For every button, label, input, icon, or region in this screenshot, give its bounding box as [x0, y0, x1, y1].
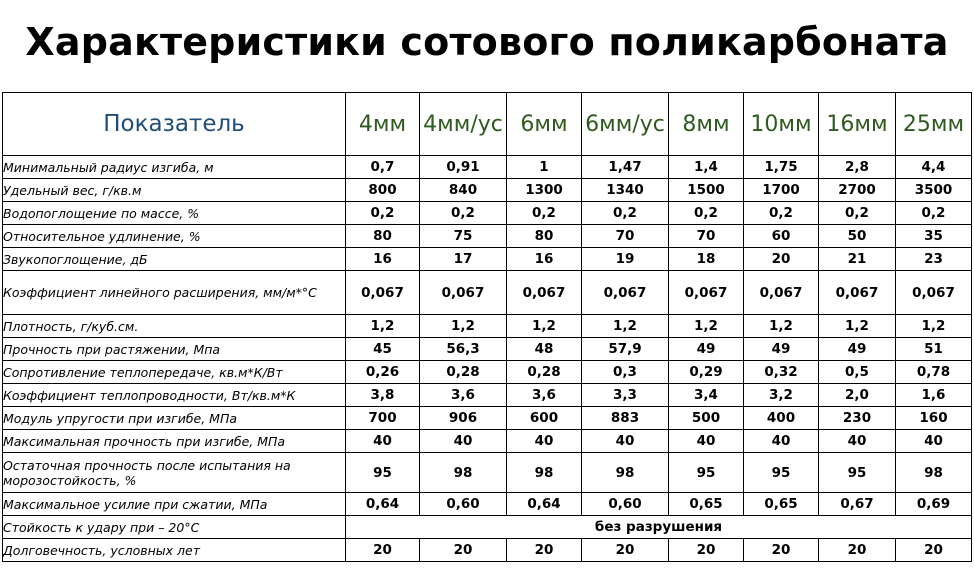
table-cell: 98 — [896, 453, 972, 493]
table-cell: 0,60 — [582, 493, 669, 516]
table-cell: 1,2 — [819, 315, 896, 338]
row-label: Стойкость к удару при – 20°С — [3, 516, 346, 539]
row-label: Прочность при растяжении, Мпа — [3, 338, 346, 361]
table-cell: 40 — [420, 430, 507, 453]
table-cell: 0,5 — [819, 361, 896, 384]
row-label: Относительное удлинение, % — [3, 225, 346, 248]
table-cell: 0,67 — [819, 493, 896, 516]
row-label: Максимальная прочность при изгибе, МПа — [3, 430, 346, 453]
table-cell: 500 — [669, 407, 744, 430]
table-cell: 3500 — [896, 179, 972, 202]
table-row — [3, 315, 972, 338]
table-cell: 0,067 — [744, 271, 819, 315]
table-cell: 16 — [507, 248, 582, 271]
column-header: 6мм/ус — [582, 93, 669, 156]
table-cell: 1 — [507, 156, 582, 179]
table-cell: 0,067 — [819, 271, 896, 315]
row-label: Модуль упругости при изгибе, МПа — [3, 407, 346, 430]
table-row — [3, 384, 972, 407]
specs-table — [2, 92, 972, 562]
table-cell: 98 — [507, 453, 582, 493]
table-cell: 0,78 — [896, 361, 972, 384]
column-header: 16мм — [819, 93, 896, 156]
table-row — [3, 493, 972, 516]
table-cell: 50 — [819, 225, 896, 248]
table-cell: 40 — [819, 430, 896, 453]
table-cell: 21 — [819, 248, 896, 271]
table-cell: 0,2 — [669, 202, 744, 225]
table-cell: 0,2 — [819, 202, 896, 225]
table-cell: 0,28 — [507, 361, 582, 384]
table-cell: 0,067 — [582, 271, 669, 315]
table-row — [3, 271, 972, 315]
table-cell: 1,6 — [896, 384, 972, 407]
table-cell: 95 — [744, 453, 819, 493]
table-cell: 3,2 — [744, 384, 819, 407]
table-cell: 230 — [819, 407, 896, 430]
row-label: Долговечность, условных лет — [3, 539, 346, 562]
table-cell: 0,067 — [420, 271, 507, 315]
table-row — [3, 156, 972, 179]
table-cell: 57,9 — [582, 338, 669, 361]
table-cell: 49 — [819, 338, 896, 361]
table-cell: 1,2 — [744, 315, 819, 338]
table-cell: 23 — [896, 248, 972, 271]
table-cell: 0,2 — [582, 202, 669, 225]
table-cell: 60 — [744, 225, 819, 248]
table-cell: 840 — [420, 179, 507, 202]
table-cell: 0,64 — [346, 493, 420, 516]
table-cell: 20 — [819, 539, 896, 562]
table-cell: 0,29 — [669, 361, 744, 384]
table-cell: 40 — [582, 430, 669, 453]
table-cell: 1,2 — [582, 315, 669, 338]
table-cell: 45 — [346, 338, 420, 361]
table-cell: 95 — [346, 453, 420, 493]
table-cell: 20 — [507, 539, 582, 562]
row-label: Максимальное усилие при сжатии, МПа — [3, 493, 346, 516]
table-cell: 49 — [669, 338, 744, 361]
table-cell: 906 — [420, 407, 507, 430]
table-cell: 1,4 — [669, 156, 744, 179]
table-cell: 20 — [744, 539, 819, 562]
column-header: 6мм — [507, 93, 582, 156]
table-cell: 0,067 — [669, 271, 744, 315]
table-cell: 400 — [744, 407, 819, 430]
table-cell: 0,2 — [420, 202, 507, 225]
header-row — [3, 93, 972, 156]
table-cell: 800 — [346, 179, 420, 202]
table-cell: 0,067 — [507, 271, 582, 315]
table-cell: 17 — [420, 248, 507, 271]
column-header: 25мм — [896, 93, 972, 156]
row-label: Плотность, г/куб.см. — [3, 315, 346, 338]
table-row — [3, 202, 972, 225]
table-cell: 98 — [582, 453, 669, 493]
table-cell: 20 — [896, 539, 972, 562]
table-cell: 51 — [896, 338, 972, 361]
table-cell: 3,6 — [420, 384, 507, 407]
table-cell: 0,69 — [896, 493, 972, 516]
table-cell: 70 — [669, 225, 744, 248]
table-cell: 1,2 — [507, 315, 582, 338]
table-cell: 98 — [420, 453, 507, 493]
row-label: Удельный вес, г/кв.м — [3, 179, 346, 202]
table-cell: 35 — [896, 225, 972, 248]
table-cell: 2,0 — [819, 384, 896, 407]
table-cell: 3,4 — [669, 384, 744, 407]
table-cell: 16 — [346, 248, 420, 271]
column-header: 8мм — [669, 93, 744, 156]
table-cell: 20 — [420, 539, 507, 562]
table-cell: 0,32 — [744, 361, 819, 384]
table-row — [3, 453, 972, 493]
table-row — [3, 430, 972, 453]
row-label: Сопротивление теплопередаче, кв.м*К/Вт — [3, 361, 346, 384]
table-cell: 1500 — [669, 179, 744, 202]
table-cell: 1,47 — [582, 156, 669, 179]
table-cell: 0,2 — [744, 202, 819, 225]
row-label: Звукопоглощение, дБ — [3, 248, 346, 271]
table-cell: 2700 — [819, 179, 896, 202]
row-label: Коэффициент линейного расширения, мм/м*°С — [3, 271, 346, 315]
param-header: Показатель — [3, 93, 346, 156]
merged-cell: без разрушения — [346, 516, 972, 539]
table-cell: 75 — [420, 225, 507, 248]
table-cell: 40 — [744, 430, 819, 453]
table-cell: 2,8 — [819, 156, 896, 179]
table-cell: 4,4 — [896, 156, 972, 179]
table-cell: 1,2 — [896, 315, 972, 338]
table-cell: 0,60 — [420, 493, 507, 516]
table-cell: 20 — [744, 248, 819, 271]
table-cell: 0,65 — [669, 493, 744, 516]
table-cell: 40 — [896, 430, 972, 453]
table-cell: 70 — [582, 225, 669, 248]
table-cell: 0,3 — [582, 361, 669, 384]
table-cell: 49 — [744, 338, 819, 361]
table-cell: 0,067 — [896, 271, 972, 315]
table-row — [3, 179, 972, 202]
table-cell: 600 — [507, 407, 582, 430]
table-cell: 0,65 — [744, 493, 819, 516]
table-cell: 0,2 — [346, 202, 420, 225]
table-cell: 0,26 — [346, 361, 420, 384]
row-label: Водопоглощение по массе, % — [3, 202, 346, 225]
row-label: Остаточная прочность после испытания на морозостойкость, % — [3, 453, 346, 493]
table-cell: 1,2 — [346, 315, 420, 338]
table-cell: 160 — [896, 407, 972, 430]
table-cell: 0,64 — [507, 493, 582, 516]
table-cell: 0,2 — [507, 202, 582, 225]
table-cell: 56,3 — [420, 338, 507, 361]
table-cell: 48 — [507, 338, 582, 361]
table-cell: 18 — [669, 248, 744, 271]
table-cell: 3,8 — [346, 384, 420, 407]
table-cell: 700 — [346, 407, 420, 430]
row-label: Коэффициент теплопроводности, Вт/кв.м*К — [3, 384, 346, 407]
table-cell: 1,75 — [744, 156, 819, 179]
table-cell: 40 — [507, 430, 582, 453]
table-cell: 0,7 — [346, 156, 420, 179]
row-label: Минимальный радиус изгиба, м — [3, 156, 346, 179]
table-row — [3, 407, 972, 430]
table-cell: 1340 — [582, 179, 669, 202]
table-row — [3, 361, 972, 384]
page-title: Характеристики сотового поликарбоната — [25, 20, 949, 64]
table-cell: 0,2 — [896, 202, 972, 225]
table-cell: 19 — [582, 248, 669, 271]
table-row — [3, 338, 972, 361]
table-row — [3, 225, 972, 248]
table-row — [3, 248, 972, 271]
table-cell: 3,3 — [582, 384, 669, 407]
table-cell: 0,91 — [420, 156, 507, 179]
table-cell: 1,2 — [420, 315, 507, 338]
table-cell: 20 — [582, 539, 669, 562]
table-cell: 40 — [346, 430, 420, 453]
table-cell: 20 — [346, 539, 420, 562]
table-cell: 95 — [819, 453, 896, 493]
table-cell: 95 — [669, 453, 744, 493]
table-cell: 0,067 — [346, 271, 420, 315]
table-row — [3, 539, 972, 562]
table-cell: 1,2 — [669, 315, 744, 338]
table-row — [3, 516, 972, 539]
column-header: 10мм — [744, 93, 819, 156]
table-cell: 20 — [669, 539, 744, 562]
table-cell: 80 — [346, 225, 420, 248]
table-cell: 80 — [507, 225, 582, 248]
column-header: 4мм — [346, 93, 420, 156]
table-cell: 40 — [669, 430, 744, 453]
column-header: 4мм/ус — [420, 93, 507, 156]
table-cell: 883 — [582, 407, 669, 430]
table-cell: 1700 — [744, 179, 819, 202]
table-cell: 3,6 — [507, 384, 582, 407]
table-cell: 1300 — [507, 179, 582, 202]
table-cell: 0,28 — [420, 361, 507, 384]
